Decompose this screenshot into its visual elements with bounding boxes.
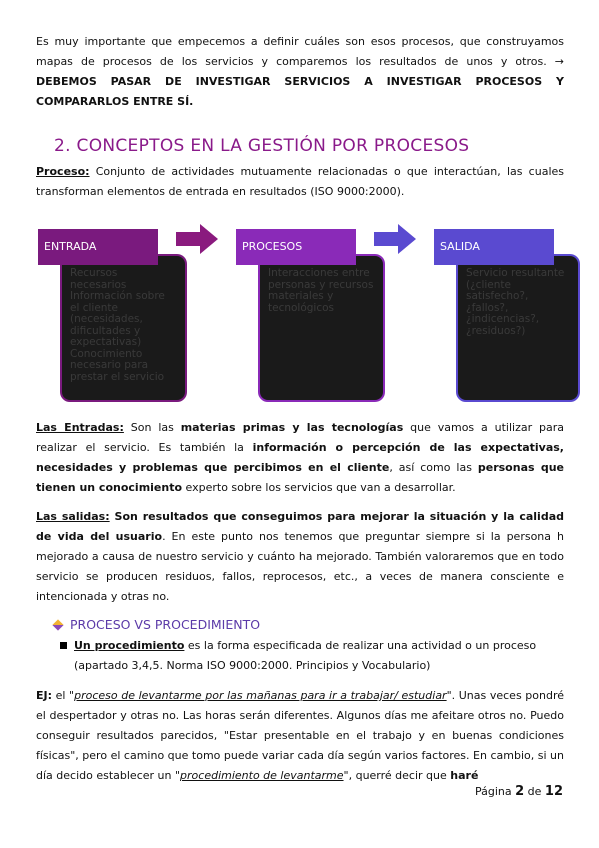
procedimiento-text: es la forma especificada de realizar una actividad o un proceso (apartado 3,4,5. Norma ISO 9000:2000. Principios y Vocabulario) — [74, 639, 537, 672]
intro-paragraph — [36, 32, 564, 112]
ej-text: ", querré decir que — [343, 769, 451, 782]
procesos-tab: PROCESOS — [236, 229, 356, 265]
salida-box — [456, 254, 580, 402]
ej-text: ". Unas veces pondré el despertador y otras no. Las horas serán diferentes. Algunos días me afeitare otros no. Puedo conseguir resultados parecidos, "Estar presentable en el trabajo y en buenas condiciones físicas", pero el camino que tomo puede variar cada día según varios factores. En cambio, si un día decido establecer un " — [36, 689, 564, 782]
procesos-box — [258, 254, 385, 402]
salidas-bold: Son resultados que conseguimos para mejorar la situación y la calidad de vida del usuario — [36, 510, 564, 543]
entrada-box — [60, 254, 187, 402]
procesos-item: Interacciones entre personas y recursos materiales y tecnológicos — [268, 267, 374, 314]
footer-page-number: 2 — [515, 784, 525, 799]
proceso-term: Proceso: — [36, 165, 90, 178]
entradas-text: que vamos a utilizar para realizar el servicio. Es también la — [36, 421, 564, 454]
entrada-item: Recursos necesarios — [70, 267, 127, 291]
square-bullet-icon — [60, 642, 67, 649]
procedimiento-bullet — [74, 636, 564, 676]
intro-text: Es muy importante que empecemos a definir cuáles son esos procesos, que construyamos mapas de procesos de los servicios y comparemos los resultados de unos y otros. → — [36, 35, 564, 68]
arrow-right-icon — [176, 224, 220, 254]
footer-prefix: Página — [474, 785, 516, 798]
diamond-bullet-icon — [52, 619, 63, 630]
salidas-term: Las salidas: — [36, 510, 110, 523]
entradas-term: Las Entradas: — [36, 421, 124, 434]
entrada-item: Información sobre el cliente (necesidades, dificultades y expectativas) — [70, 290, 165, 348]
ej-label: EJ: — [36, 689, 53, 702]
ej-italic: procedimiento de levantarme — [180, 769, 344, 782]
footer-mid: de — [524, 785, 545, 798]
intro-bold: DEBEMOS PASAR DE INVESTIGAR SERVICIOS A INVESTIGAR PROCESOS Y COMPARARLOS ENTRE SÍ. — [36, 75, 564, 108]
entrada-tab: ENTRADA — [38, 229, 158, 265]
salidas-text: . En este punto nos tenemos que preguntar siempre si la persona h mejorado a causa de nuestro servicio y cuánto ha mejorado. También valoraremos que en todo servicio se producen residuos, fallos, reprocesos, etc., a veces de manera consciente e intencionada y otras no. — [36, 530, 564, 603]
page-footer — [475, 784, 563, 799]
entradas-paragraph — [36, 418, 564, 498]
ej-bold: haré — [450, 769, 479, 782]
entradas-bold: información o percepción de las expectativas, necesidades y problemas que percibimos en el cliente — [36, 441, 564, 474]
salidas-paragraph — [36, 507, 564, 607]
entradas-text: , así como las — [389, 461, 478, 474]
procedimiento-term: Un procedimiento — [74, 639, 185, 652]
entradas-text: Son las — [123, 421, 181, 434]
entradas-text: experto sobre los servicios que van a desarrollar. — [182, 481, 456, 494]
ej-italic: proceso de levantarme por las mañanas para ir a trabajar/ estudiar — [74, 689, 447, 702]
proceso-text: Conjunto de actividades mutuamente relacionadas o que interactúan, las cuales transforman elementos de entrada en resultados (ISO 9000:2000). — [36, 165, 564, 198]
section-heading-wrap — [54, 136, 582, 156]
ej-text: el " — [52, 689, 75, 702]
proc-vs-heading — [54, 614, 582, 633]
salida-tab: SALIDA — [434, 229, 554, 265]
entradas-bold: materias primas y las tecnologías — [180, 421, 404, 434]
arrow-right-icon — [374, 224, 418, 254]
entradas-bold: personas que tienen un conocimiento — [36, 461, 564, 494]
proc-vs-title: PROCESO VS PROCEDIMIENTO — [70, 617, 261, 632]
proceso-definition — [36, 162, 564, 202]
entrada-item: Conocimiento necesario para prestar el servicio — [70, 347, 165, 383]
section-heading: 2. CONCEPTOS EN LA GESTIÓN POR PROCESOS — [54, 136, 470, 156]
ej-paragraph — [36, 686, 564, 786]
salida-item: Servicio resultante (¿cliente satisfecho?, ¿fallos?, ¿indicencias?, ¿residuos?) — [466, 267, 565, 337]
footer-total-pages: 12 — [544, 784, 563, 799]
